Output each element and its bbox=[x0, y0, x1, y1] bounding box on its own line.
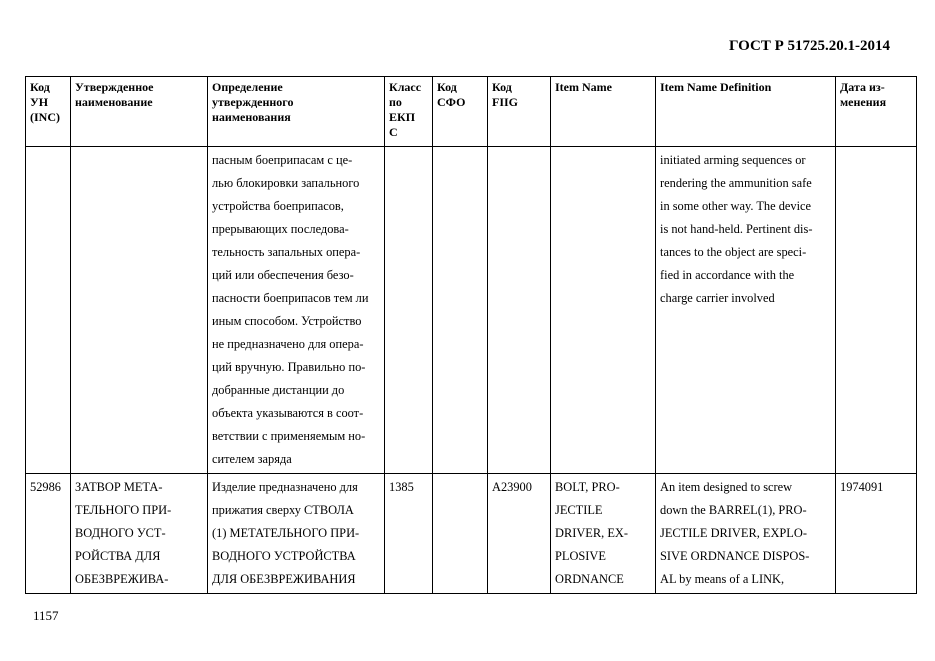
cell-definition-ru: Изделие предназначено для прижатия сверху СТВОЛА (1) МЕТАТЕЛЬНОГО ПРИ- ВОДНОГО УСТРОЙСТВА ДЛЯ ОБЕЗВРЕЖИВАНИЯ bbox=[208, 474, 385, 594]
cell-change-date: 1974091 bbox=[836, 474, 917, 594]
catalog-table bbox=[25, 76, 917, 594]
header-fiig: Код FIIG bbox=[488, 77, 551, 147]
cell-class bbox=[385, 147, 433, 474]
cell-fiig bbox=[488, 147, 551, 474]
header-approved-name: Утвержденное наименование bbox=[71, 77, 208, 147]
cell-approved-name bbox=[71, 147, 208, 474]
cell-class: 1385 bbox=[385, 474, 433, 594]
header-item-definition: Item Name Definition bbox=[656, 77, 836, 147]
table-row bbox=[26, 474, 917, 594]
cell-sfo bbox=[433, 147, 488, 474]
cell-fiig: A23900 bbox=[488, 474, 551, 594]
header-change-date: Дата из- менения bbox=[836, 77, 917, 147]
header-definition: Определение утвержденного наименования bbox=[208, 77, 385, 147]
cell-inc: 52986 bbox=[26, 474, 71, 594]
cell-sfo bbox=[433, 474, 488, 594]
cell-item-definition: initiated arming sequences or rendering the ammunition safe in some other way. The device is not hand-held. Pertinent dis- tances to the object are speci- fied in accordance with the charge carrier involved bbox=[656, 147, 836, 474]
cell-item-name bbox=[551, 147, 656, 474]
cell-item-definition: An item designed to screw down the BARREL(1), PRO- JECTILE DRIVER, EXPLO- SIVE ORDNANCE DISPOS- AL by means of a LINK, bbox=[656, 474, 836, 594]
header-sfo: Код СФО bbox=[433, 77, 488, 147]
cell-item-name: BOLT, PRO- JECTILE DRIVER, EX- PLOSIVE ORDNANCE bbox=[551, 474, 656, 594]
document-header: ГОСТ Р 51725.20.1-2014 bbox=[728, 38, 890, 54]
page-number: 1157 bbox=[33, 608, 59, 623]
header-row bbox=[26, 77, 917, 147]
header-class: Класс по ЕКП С bbox=[385, 77, 433, 147]
header-item-name: Item Name bbox=[551, 77, 656, 147]
table-row bbox=[26, 147, 917, 474]
header-inc: Код УН (INC) bbox=[26, 77, 71, 147]
cell-change-date bbox=[836, 147, 917, 474]
cell-inc bbox=[26, 147, 71, 474]
cell-approved-name: ЗАТВОР МЕТА- ТЕЛЬНОГО ПРИ- ВОДНОГО УСТ- РОЙСТВА ДЛЯ ОБЕЗВРЕЖИВА- bbox=[71, 474, 208, 594]
cell-definition-ru: пасным боеприпасам с це- лью блокировки запального устройства боеприпасов, прерывающих последова- тельность запальных опера- ций или обеспечения безо- пасности боеприпасов тем ли иным способом. Устройство не предназначено для опера- ций вручную. Правильно по- добранные дистанции до объекта указываются в соот- ветствии с применяемым но- сителем заряда bbox=[208, 147, 385, 474]
